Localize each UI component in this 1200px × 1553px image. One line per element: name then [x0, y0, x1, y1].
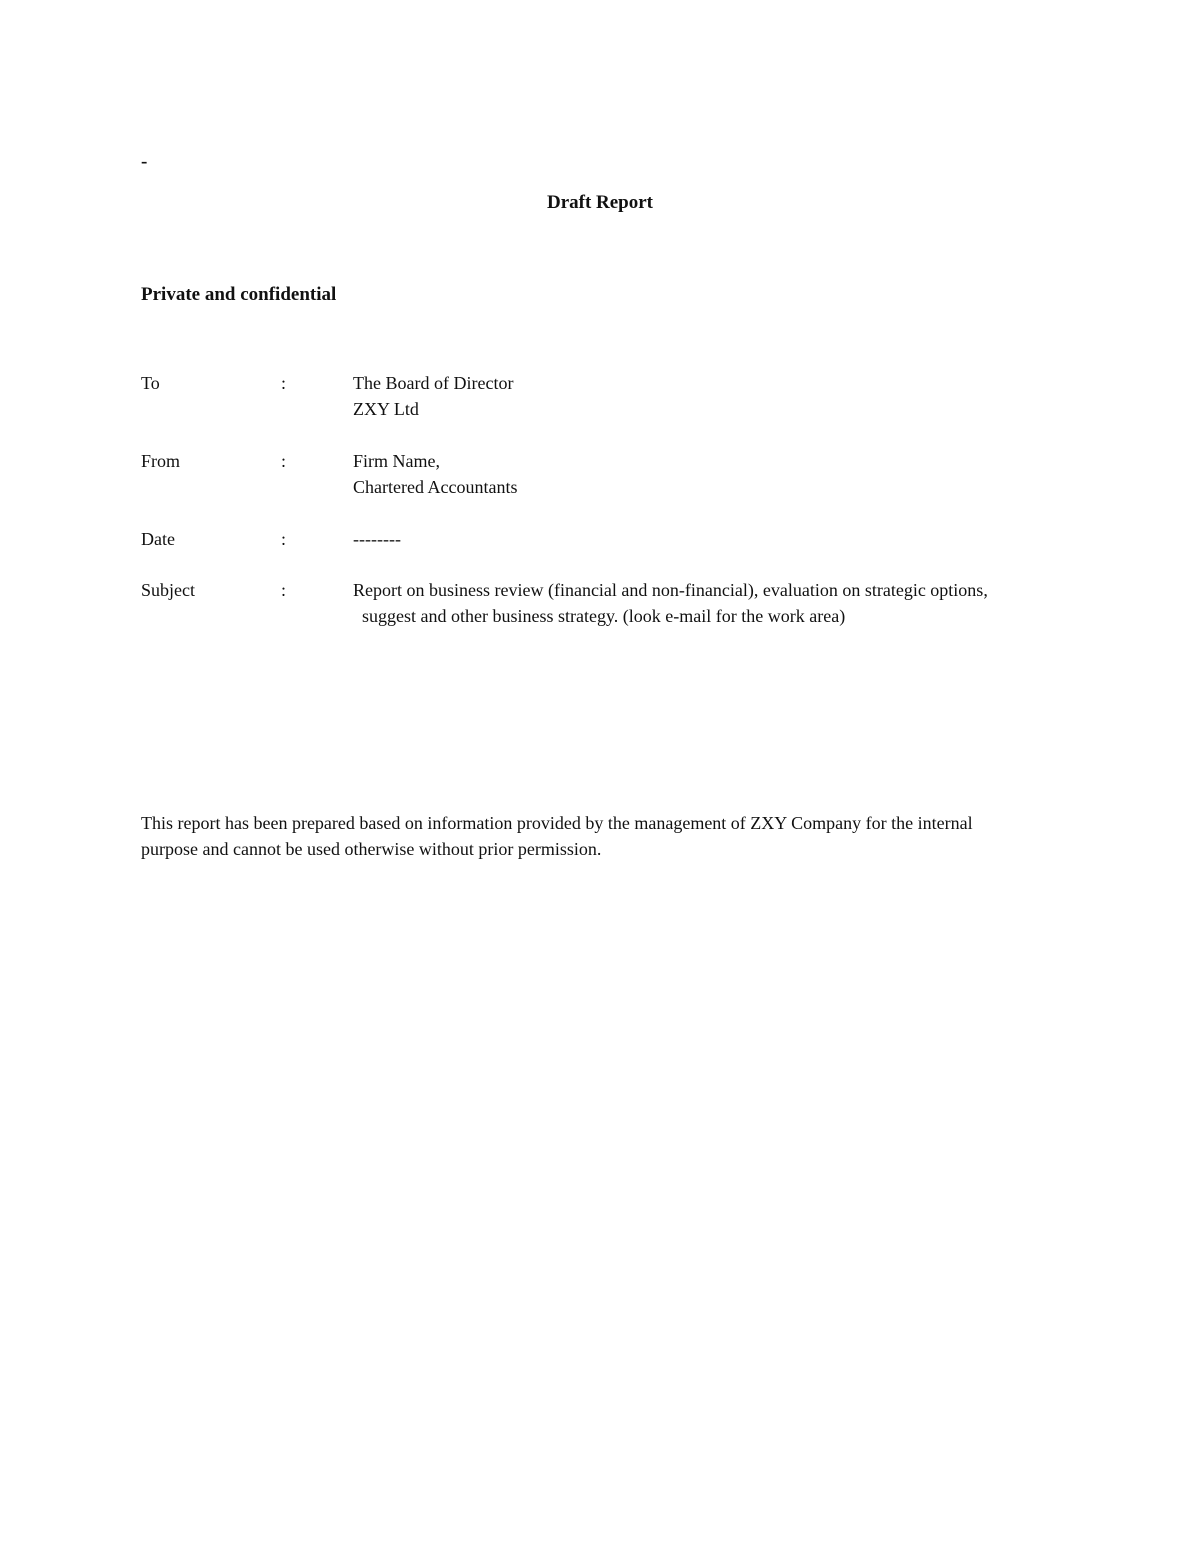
- sender-line: Firm Name,: [353, 451, 440, 471]
- confidentiality-heading: Private and confidential: [141, 284, 337, 305]
- memo-date-separator: :: [281, 529, 287, 549]
- recipient-company-line: ZXY Ltd: [353, 398, 419, 419]
- memo-date-value: [353, 527, 1073, 553]
- memo-subject-label: Subject: [141, 580, 195, 600]
- memo-to-label: To: [141, 373, 160, 393]
- page-title: Draft Report: [546, 192, 654, 213]
- disclaimer-paragraph: [141, 811, 1071, 862]
- memo-from-label: From: [141, 451, 181, 471]
- date-placeholder: --------: [353, 529, 401, 549]
- memo-date-label: Date: [141, 529, 175, 549]
- sender-title-line: Chartered Accountants: [353, 476, 518, 497]
- disclaimer-line-2: purpose and cannot be used otherwise without prior permission.: [141, 838, 602, 859]
- memo-from-value: [353, 449, 1073, 500]
- memo-subject-separator: :: [281, 580, 287, 600]
- disclaimer-line-1: This report has been prepared based on information provided by the management of ZXY Company for the internal: [141, 813, 973, 833]
- recipient-line: The Board of Director: [353, 373, 514, 393]
- memo-from-separator: :: [281, 451, 287, 471]
- subject-line-1: Report on business review (financial and non-financial), evaluation on strategic options,: [353, 580, 988, 600]
- memo-to-separator: :: [281, 373, 287, 393]
- memo-to-value: [353, 371, 1073, 422]
- memo-subject-value: [353, 578, 1073, 629]
- subject-line-2: suggest and other business strategy. (look e-mail for the work area): [362, 605, 846, 626]
- top-dash-mark: -: [141, 151, 148, 172]
